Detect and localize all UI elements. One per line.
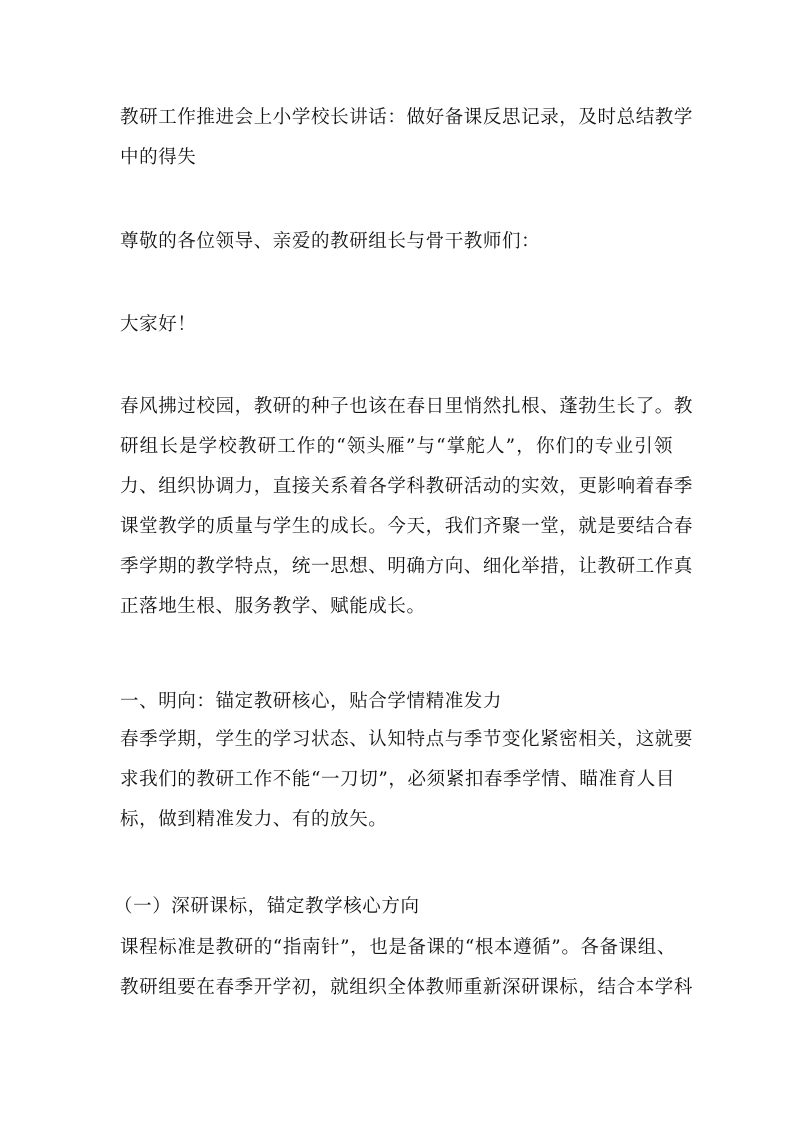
section-paragraph-line: 标，做到精准发力、有的放矢。 (120, 809, 388, 830)
subsection-paragraph-line: 教研组要在春季开学初，就组织全体教师重新深研课标，结合本学科 (120, 977, 694, 998)
section-heading: 一、明向：锚定教研核心，贴合学情精准发力 (120, 691, 503, 712)
subsection-heading: （一）深研课标，锚定教学核心方向 (114, 896, 420, 917)
document-title-line-2: 中的得失 (120, 147, 197, 168)
document-title-line-1: 教研工作推进会上小学校长讲话：做好备课反思记录，及时总结教学 (120, 107, 694, 128)
intro-paragraph-line: 季学期的教学特点，统一思想、明确方向、细化举措，让教研工作真 (120, 556, 694, 577)
intro-paragraph-line: 研组长是学校教研工作的“领头雁”与“掌舵人”，你们的专业引领 (120, 436, 673, 457)
section-paragraph-line: 春季学期，学生的学习状态、认知特点与季节变化紧密相关，这就要 (120, 729, 694, 750)
intro-paragraph-line: 正落地生根、服务教学、赋能成长。 (120, 596, 426, 617)
salutation: 尊敬的各位领导、亲爱的教研组长与骨干教师们： (120, 231, 541, 252)
intro-paragraph-line: 力、组织协调力，直接关系着各学科教研活动的实效，更影响着春季 (120, 476, 694, 497)
greeting: 大家好！ (120, 314, 197, 335)
subsection-paragraph-line: 课程标准是教研的“指南针”，也是备课的“根本遵循”。各备课组、 (120, 937, 676, 958)
intro-paragraph-line: 春风拂过校园，教研的种子也该在春日里悄然扎根、蓬勃生长了。教 (120, 396, 694, 417)
section-paragraph-line: 求我们的教研工作不能“一刀切”，必须紧扣春季学情、瞄准育人目 (120, 769, 675, 790)
intro-paragraph-line: 课堂教学的质量与学生的成长。今天，我们齐聚一堂，就是要结合春 (120, 516, 694, 537)
